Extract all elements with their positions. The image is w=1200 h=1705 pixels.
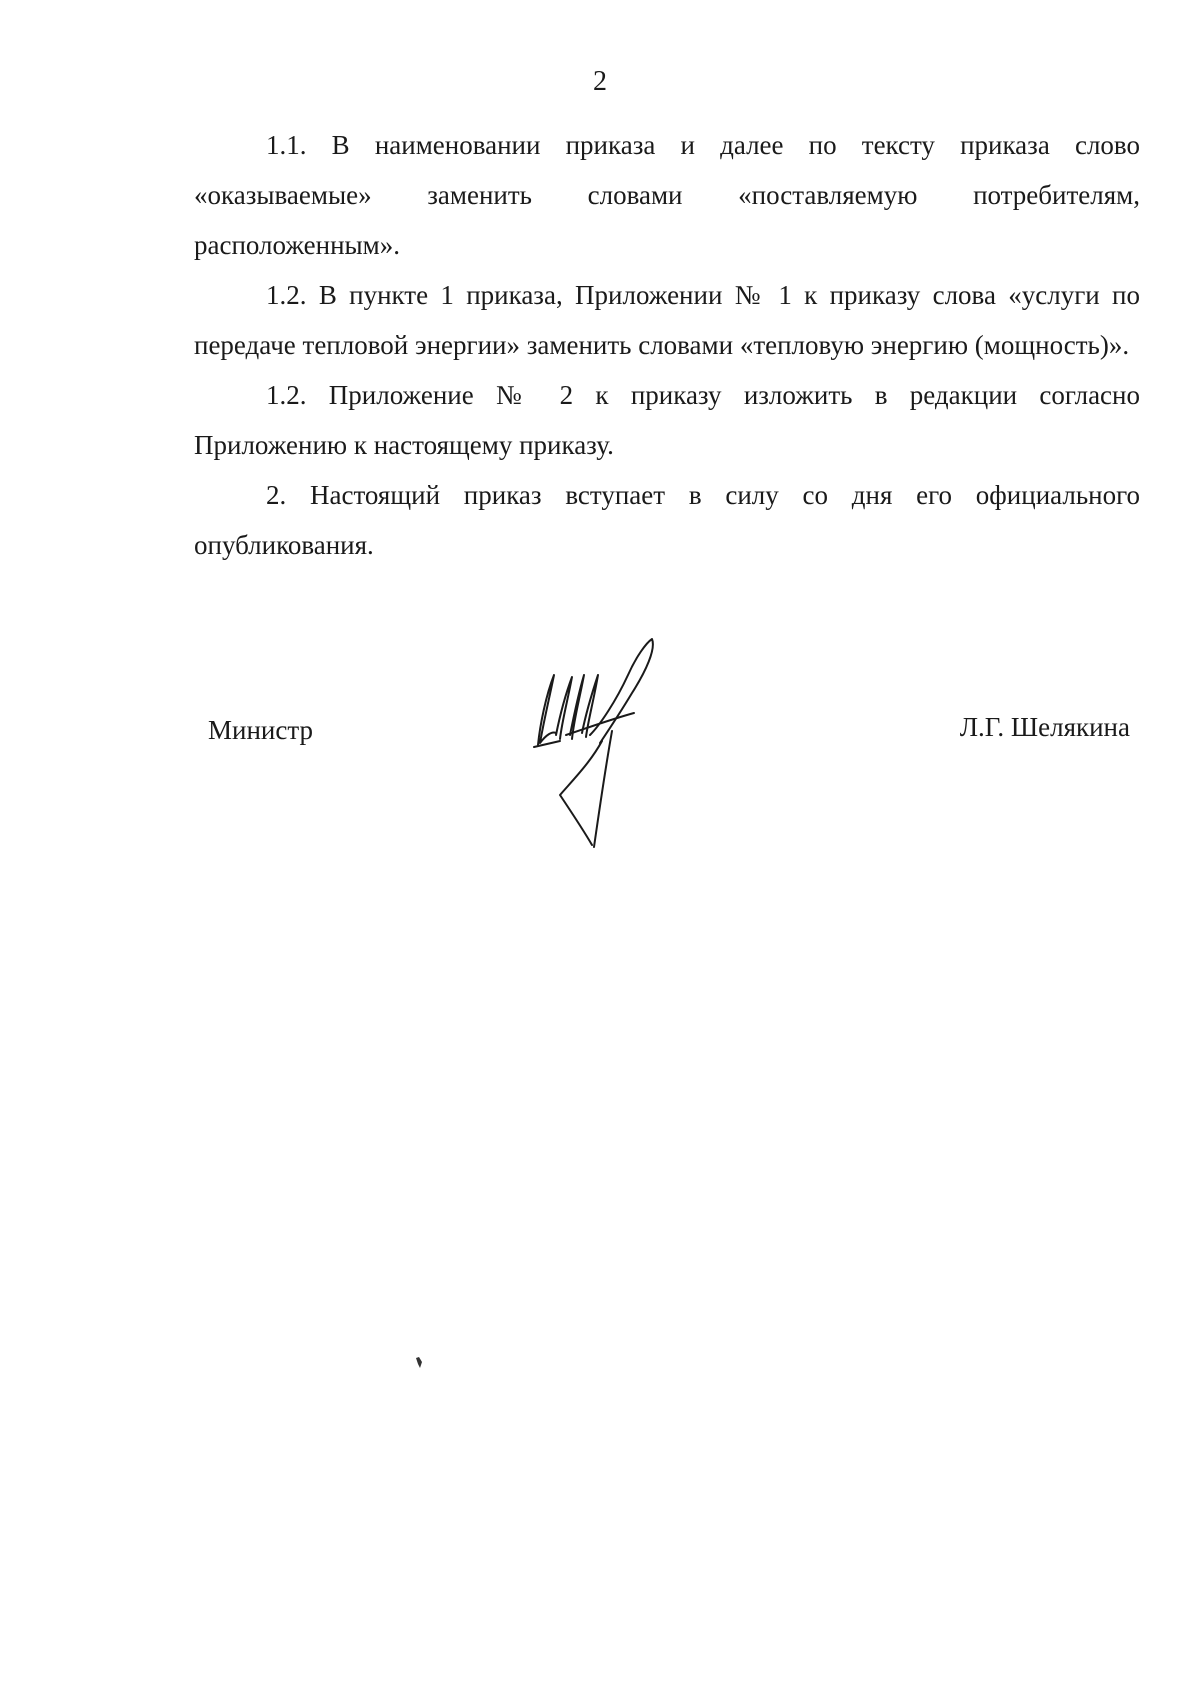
signatory-name: Л.Г. Шелякина	[959, 712, 1130, 742]
signatory-role: Министр	[208, 715, 313, 745]
paragraph-2: 2. Настоящий приказ вступает в силу со дня его официального опубликования.	[194, 480, 1140, 560]
paragraph-1-2-first: 1.2. В пункте 1 приказа, Приложении № 1 к приказу слова «услуги по передаче тепловой энергии» заменить словами «тепловую энергию (мощность)».	[194, 280, 1140, 360]
handwritten-signature	[520, 635, 680, 850]
paragraph-1-2-second: 1.2. Приложение № 2 к приказу изложить в редакции согласно Приложению к настоящему приказу.	[194, 380, 1140, 460]
scan-speck	[413, 1356, 425, 1370]
page-number: 2	[593, 66, 607, 97]
document-body	[194, 120, 1140, 570]
paragraph-1-1: 1.1. В наименовании приказа и далее по тексту приказа слово «оказываемые» заменить словами «поставляемую потребителям, расположенным».	[194, 130, 1140, 260]
